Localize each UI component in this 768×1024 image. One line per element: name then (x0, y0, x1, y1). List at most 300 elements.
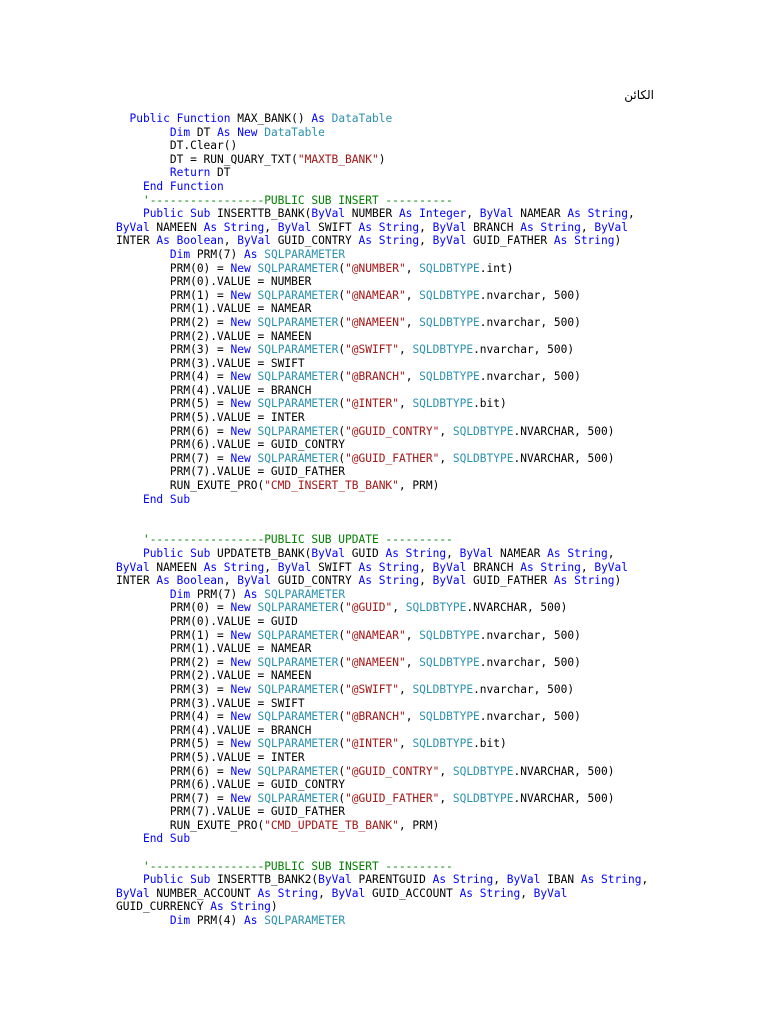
code-token: NAMEEN (149, 560, 204, 574)
code-line (116, 506, 736, 520)
code-token: New (230, 655, 251, 669)
code-token: "@NUMBER" (345, 261, 406, 275)
code-token: ByVal (479, 207, 514, 221)
code-token: "@GUID_CONTRY" (345, 764, 440, 778)
code-token: "@BRANCH" (345, 710, 406, 724)
code-token: .bit) (473, 397, 507, 411)
code-line (116, 411, 736, 425)
code-line (116, 900, 736, 914)
code-token (116, 914, 170, 927)
code-token: SQLDBTYPE (419, 315, 480, 329)
code-token: As String (432, 873, 494, 887)
code-token (116, 860, 143, 873)
code-token: PRM(5).VALUE = INTER (116, 750, 305, 764)
code-token: , (439, 791, 453, 805)
code-token: SQLPARAMETER (257, 737, 339, 751)
document-header: الكائن (624, 88, 654, 102)
code-token: "@GUID_CONTRY" (345, 424, 440, 438)
code-token: As String (203, 220, 265, 234)
code-token: GUID_CURRENCY (116, 900, 211, 914)
code-line (116, 669, 736, 683)
code-token: SQLDBTYPE (452, 424, 514, 438)
code-line (116, 683, 736, 697)
code-line (116, 343, 736, 357)
code-token (116, 194, 143, 207)
code-token: PRM(6).VALUE = GUID_CONTRY (116, 438, 346, 452)
code-line (116, 465, 736, 479)
code-token: ( (338, 791, 346, 805)
code-token: ( (338, 315, 346, 329)
code-line (116, 588, 736, 602)
code-token: "@NAMEAR" (345, 288, 406, 302)
code-token: SQLPARAMETER (257, 764, 339, 778)
code-token (325, 112, 332, 125)
code-token: ByVal (237, 234, 271, 248)
code-line (116, 832, 736, 846)
code-token: , (223, 574, 238, 588)
code-token: SQLPARAMETER (257, 601, 339, 615)
code-token: .nvarchar, 500) (479, 710, 581, 724)
code-token: ByVal (116, 220, 150, 234)
code-token: As Integer (398, 207, 467, 221)
code-token: As String (553, 574, 615, 588)
code-token: GUID_FATHER (466, 234, 554, 248)
code-token: NUMBER (345, 207, 399, 221)
code-line (116, 737, 736, 751)
code-token: , (580, 560, 595, 574)
code-token: SQLPARAMETER (264, 587, 346, 601)
code-token: New (230, 628, 251, 642)
code-line (116, 425, 736, 439)
code-line (116, 397, 736, 411)
code-token: PRM(0).VALUE = NUMBER (116, 275, 312, 289)
code-line (116, 384, 736, 398)
code-line (116, 234, 736, 248)
code-token: .nvarchar, 500) (479, 628, 581, 642)
code-token: , (405, 370, 420, 384)
code-token: .nvarchar, 500) (479, 655, 581, 669)
code-token: DataTable (264, 125, 325, 139)
code-token: ( (338, 628, 346, 642)
code-token: ByVal (594, 560, 629, 574)
code-token: PRM(5) = (116, 397, 231, 411)
code-token: PRM(4) (190, 914, 244, 928)
code-line (116, 574, 736, 588)
code-token: SQLDBTYPE (419, 628, 480, 642)
code-token: INSERTTB_BANK2( (210, 873, 319, 887)
code-token: .bit) (473, 737, 507, 751)
code-token: ByVal (277, 560, 312, 574)
code-token: , (419, 574, 433, 588)
code-line (116, 126, 736, 140)
code-token: As (244, 247, 258, 261)
code-token: PRM(1).VALUE = NAMEAR (116, 302, 312, 316)
code-token: , (627, 207, 635, 221)
code-token: , (466, 207, 480, 221)
code-token: , (398, 682, 413, 696)
code-line (116, 778, 736, 792)
code-token: "CMD_INSERT_TB_BANK" (264, 479, 399, 493)
code-token: .nvarchar, 500) (479, 315, 581, 329)
code-token: PARENTGUID (351, 873, 433, 887)
code-token: DT = RUN_QUARY_TXT( (116, 152, 298, 166)
code-token: , (398, 737, 413, 751)
code-token: , (419, 234, 433, 248)
code-token: SQLPARAMETER (257, 424, 339, 438)
code-token: PRM(7).VALUE = GUID_FATHER (116, 805, 346, 819)
code-token: As String (459, 886, 521, 900)
code-token: Public Function (129, 112, 231, 125)
code-token: PRM(3).VALUE = SWIFT (116, 696, 305, 710)
code-token: As String (567, 207, 628, 221)
code-token: "@GUID_FATHER" (345, 791, 440, 805)
code-token (116, 873, 143, 886)
code-token: As String (358, 234, 420, 248)
code-token: PRM(4) = (116, 710, 231, 724)
code-token: , (607, 547, 615, 560)
code-token (116, 126, 170, 139)
code-token: "@INTER" (345, 737, 399, 751)
code-token: ) (378, 152, 386, 166)
code-line (116, 438, 736, 452)
code-token: As String (520, 220, 581, 234)
code-line (116, 792, 736, 806)
code-token (116, 207, 143, 220)
code-line (116, 166, 736, 180)
code-token: GUID_CONTRY (270, 574, 359, 588)
code-token: , (405, 315, 420, 329)
code-line (116, 656, 736, 670)
code-token: , (419, 560, 433, 574)
code-line (116, 207, 736, 221)
code-token: .int) (479, 261, 514, 275)
code-token: , (405, 710, 420, 724)
code-token: PRM(2).VALUE = NAMEEN (116, 329, 312, 343)
code-line (116, 520, 736, 534)
code-token: , (641, 873, 649, 887)
code-token: End Sub (142, 492, 191, 506)
code-token: New (230, 764, 251, 778)
code-line (116, 289, 736, 303)
code-line (116, 139, 736, 153)
code-token (116, 832, 143, 845)
code-token: ) (614, 234, 622, 248)
code-token: PRM(4).VALUE = BRANCH (116, 383, 312, 397)
code-token: SQLPARAMETER (257, 628, 339, 642)
code-token: ByVal (594, 220, 629, 234)
code-token: ( (338, 261, 346, 275)
code-token: GUID_FATHER (466, 574, 554, 588)
code-line (116, 370, 736, 384)
code-token: New (230, 315, 251, 329)
code-token: As (244, 587, 258, 601)
code-token: New (230, 451, 251, 465)
code-token (116, 112, 129, 125)
code-token: New (230, 682, 251, 696)
code-token: New (230, 424, 251, 438)
code-line (116, 153, 736, 167)
code-line (116, 547, 736, 561)
code-token: ( (338, 655, 346, 669)
code-token: SQLPARAMETER (257, 451, 339, 465)
code-token: DT.Clear() (116, 139, 238, 153)
code-token: As String (385, 547, 447, 560)
code-token: As String (257, 886, 319, 900)
code-token: ByVal (432, 220, 467, 234)
code-line (116, 615, 736, 629)
code-token: "@SWIFT" (345, 343, 399, 357)
code-token: New (230, 601, 251, 615)
code-line (116, 262, 736, 276)
code-token: ByVal (311, 207, 346, 221)
code-token: PRM(6) = (116, 764, 231, 778)
code-token: '-----------------PUBLIC SUB INSERT ---------- (142, 193, 453, 207)
code-line (116, 316, 736, 330)
code-token: As String (580, 873, 642, 887)
code-token: .nvarchar, 500) (479, 370, 581, 384)
code-token: .NVARCHAR, 500) (513, 451, 615, 465)
code-token: SQLDBTYPE (419, 288, 480, 302)
code-token: As String (520, 560, 581, 574)
code-token: PRM(6).VALUE = GUID_CONTRY (116, 778, 346, 792)
code-token: PRM(3) = (116, 682, 231, 696)
code-token (116, 180, 143, 193)
code-token: SQLPARAMETER (257, 655, 339, 669)
code-line (116, 819, 736, 833)
code-token: PRM(3) = (116, 343, 231, 357)
code-token: New (230, 343, 251, 357)
code-token: , (392, 601, 406, 615)
code-token: SQLPARAMETER (257, 710, 339, 724)
code-token: ByVal (116, 886, 150, 900)
code-token: PRM(4).VALUE = BRANCH (116, 723, 312, 737)
code-token: IBAN (540, 873, 581, 887)
code-token: PRM(5).VALUE = INTER (116, 411, 305, 425)
code-token: SQLDBTYPE (412, 397, 474, 411)
code-token (116, 493, 143, 506)
code-token: ByVal (459, 547, 494, 560)
code-token: DataTable (331, 112, 393, 125)
code-token: ByVal (116, 560, 150, 574)
code-token: , (264, 220, 278, 234)
code-token: Public Sub (142, 547, 211, 560)
code-token: , PRM) (398, 479, 440, 493)
code-token: New (230, 261, 251, 275)
code-token: End Function (142, 179, 224, 193)
code-token: NUMBER_ACCOUNT (149, 886, 258, 900)
code-token: ( (338, 343, 346, 357)
code-token: ByVal (533, 886, 568, 900)
code-line (116, 697, 736, 711)
code-token: PRM(7) (190, 247, 244, 261)
code-token: DT (190, 125, 218, 139)
code-token: Dim (169, 587, 191, 601)
code-token: ByVal (506, 873, 541, 887)
code-line (116, 710, 736, 724)
code-token: GUID_ACCOUNT (365, 886, 460, 900)
code-token: DT (210, 166, 231, 180)
code-token: SQLDBTYPE (452, 791, 514, 805)
code-token: SQLPARAMETER (264, 914, 346, 928)
code-token (116, 166, 170, 179)
code-token: , (318, 886, 332, 900)
code-token: As String (358, 574, 420, 588)
code-token: Return (169, 166, 211, 180)
code-token: ( (338, 764, 346, 778)
code-token: "@NAMEAR" (345, 628, 406, 642)
code-token: SQLDBTYPE (412, 737, 474, 751)
code-token: .NVARCHAR, 500) (513, 791, 615, 805)
code-token: INSERTTB_BANK( (210, 207, 312, 221)
code-token: PRM(3).VALUE = SWIFT (116, 356, 305, 370)
code-token: SQLDBTYPE (452, 764, 514, 778)
code-token: , (398, 343, 413, 357)
code-token: ByVal (237, 574, 271, 588)
code-token: , (405, 288, 420, 302)
code-token: "@INTER" (345, 397, 399, 411)
code-line (116, 751, 736, 765)
code-line (116, 275, 736, 289)
code-line (116, 561, 736, 575)
code-token: SQLPARAMETER (257, 682, 339, 696)
code-token: As String (210, 900, 271, 914)
code-token: "@GUID" (345, 601, 393, 615)
code-token: As String (553, 234, 615, 248)
code-token: INTER (116, 234, 157, 248)
code-token: RUN_EXUTE_PRO( (116, 479, 265, 493)
code-token: , (439, 764, 453, 778)
code-token: SWIFT (311, 220, 359, 234)
code-token: "@GUID_FATHER" (345, 451, 440, 465)
code-line (116, 112, 736, 126)
code-token: SQLPARAMETER (257, 261, 339, 275)
code-token: SQLDBTYPE (419, 261, 480, 275)
code-line (116, 846, 736, 860)
code-token: "@SWIFT" (345, 682, 399, 696)
code-token: New (230, 397, 251, 411)
code-token: New (230, 737, 251, 751)
code-token: Dim (169, 914, 191, 928)
code-token: PRM(0) = (116, 601, 231, 615)
code-token: SQLDBTYPE (412, 682, 474, 696)
code-token: , (580, 220, 595, 234)
code-line (116, 330, 736, 344)
code-token: ( (338, 682, 346, 696)
code-token: "@BRANCH" (345, 370, 406, 384)
code-line (116, 194, 736, 208)
code-token: ( (338, 397, 346, 411)
code-token: , (398, 397, 413, 411)
code-line (116, 642, 736, 656)
code-token: , PRM) (398, 818, 440, 832)
code-line (116, 860, 736, 874)
code-token: SQLDBTYPE (419, 655, 480, 669)
code-token: UPDATETB_BANK( (210, 547, 312, 560)
code-line (116, 887, 736, 901)
code-token: NAMEAR (513, 207, 568, 221)
code-token: .NVARCHAR, 500) (466, 601, 568, 615)
code-token: , (405, 628, 420, 642)
code-token: SWIFT (311, 560, 359, 574)
code-token: .nvarchar, 500) (473, 343, 575, 357)
code-token: SQLPARAMETER (264, 247, 346, 261)
code-token (116, 533, 143, 546)
code-token: PRM(0).VALUE = GUID (116, 614, 298, 628)
code-token: , (446, 547, 460, 560)
code-line (116, 248, 736, 262)
code-token: ByVal (331, 886, 366, 900)
code-token: SQLPARAMETER (257, 370, 339, 384)
code-line (116, 629, 736, 643)
code-token: ByVal (277, 220, 312, 234)
code-token: As (311, 112, 325, 125)
code-token: As String (358, 220, 420, 234)
code-token: ( (338, 288, 346, 302)
code-token: '-----------------PUBLIC SUB UPDATE ---------- (142, 533, 453, 547)
code-token: "@NAMEEN" (345, 315, 406, 329)
code-token: New (230, 288, 251, 302)
code-line (116, 533, 736, 547)
code-token: ByVal (318, 873, 352, 887)
code-line (116, 180, 736, 194)
code-token: Dim (169, 247, 191, 261)
code-token: RUN_EXUTE_PRO( (116, 818, 265, 832)
code-token: .NVARCHAR, 500) (513, 424, 615, 438)
code-token: SQLPARAMETER (257, 315, 339, 329)
code-token: ( (338, 451, 346, 465)
code-token: PRM(7) (190, 587, 244, 601)
code-token: SQLDBTYPE (452, 451, 514, 465)
code-token: As Boolean (156, 234, 224, 248)
code-token: As Boolean (156, 574, 224, 588)
code-line (116, 357, 736, 371)
code-token: GUID_CONTRY (270, 234, 359, 248)
code-token: SQLDBTYPE (412, 343, 474, 357)
code-token: ByVal (432, 574, 467, 588)
code-token: , (493, 873, 507, 887)
code-token: , (439, 424, 453, 438)
code-line (116, 765, 736, 779)
code-token: , (223, 234, 238, 248)
code-token: As String (203, 560, 265, 574)
code-token: End Sub (142, 832, 191, 846)
code-token: ( (338, 710, 346, 724)
code-token (116, 248, 170, 261)
code-line (116, 724, 736, 738)
code-token: , (405, 261, 420, 275)
code-token: "CMD_UPDATE_TB_BANK" (264, 818, 399, 832)
code-line (116, 493, 736, 507)
code-token: SQLPARAMETER (257, 343, 339, 357)
code-token: ( (338, 601, 346, 615)
code-token: ( (338, 370, 346, 384)
code-token: "@NAMEEN" (345, 655, 406, 669)
code-token: .nvarchar, 500) (473, 682, 575, 696)
code-token: '-----------------PUBLIC SUB INSERT ---------- (142, 859, 453, 873)
code-token (116, 588, 170, 601)
code-token: , (264, 560, 278, 574)
code-token: New (230, 710, 251, 724)
code-line (116, 452, 736, 466)
code-token: "MAXTB_BANK" (297, 152, 379, 166)
code-token: MAX_BANK() (230, 112, 312, 125)
code-listing (116, 112, 736, 928)
code-token: SQLPARAMETER (257, 397, 339, 411)
code-token: SQLDBTYPE (419, 370, 480, 384)
code-token: Dim (169, 125, 191, 139)
code-token: SQLDBTYPE (405, 601, 467, 615)
code-token: SQLDBTYPE (419, 710, 480, 724)
